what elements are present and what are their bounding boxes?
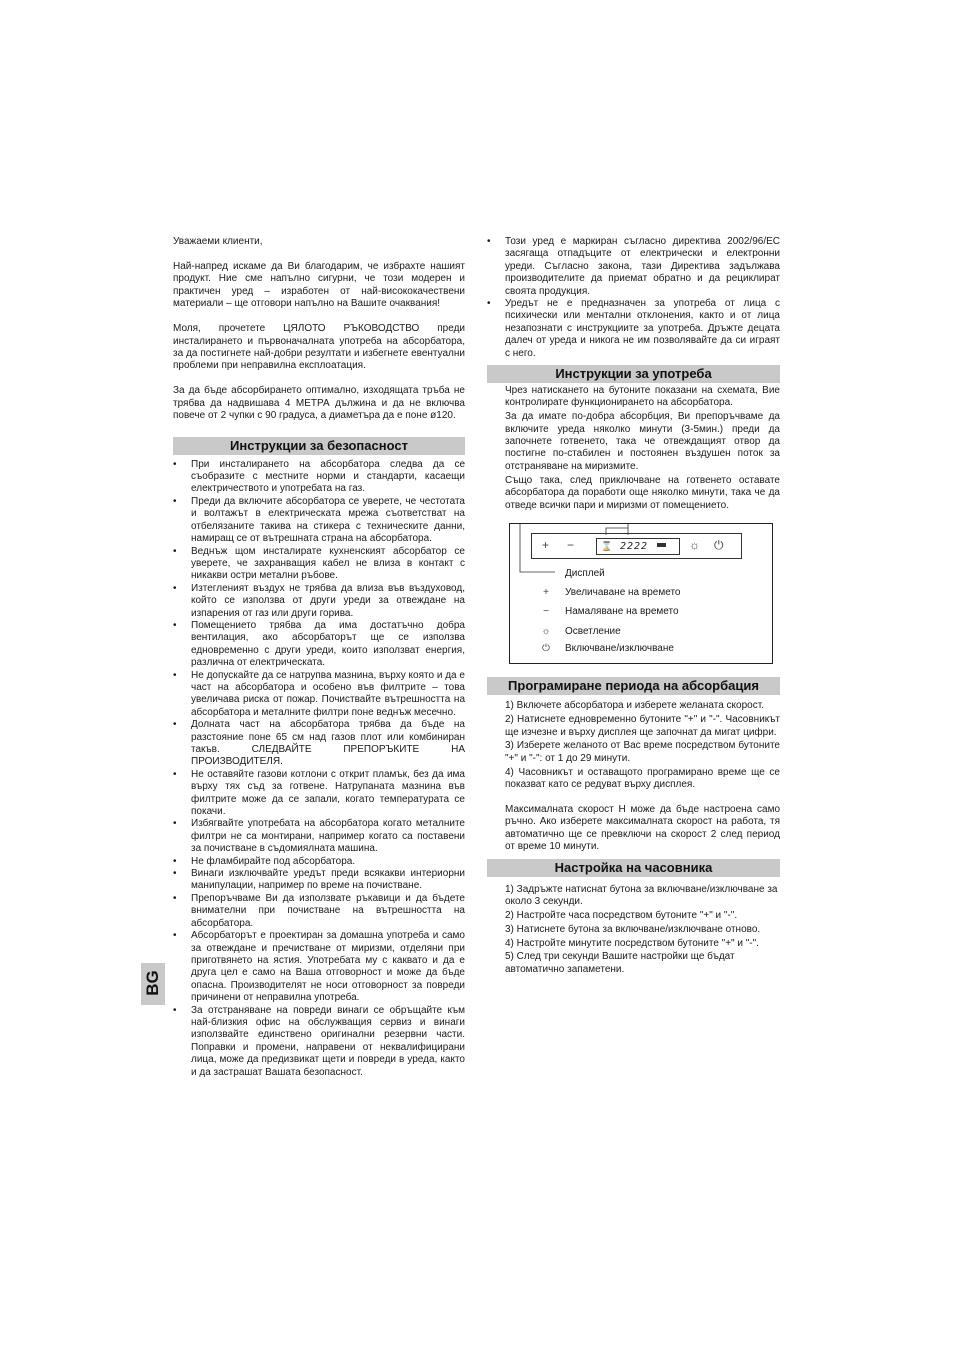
power-icon: ⏻ [542, 643, 550, 655]
usage-paragraph: Чрез натискането на бутоните показани на схемата, Вие контролирате функционирането на абсорбатора. [505, 385, 780, 409]
plus-icon: + [543, 587, 549, 599]
program-step: 3) Изберете желаното от Вас време посредством бутоните "+" и "-": от 1 до 29 минути. [505, 740, 780, 764]
list-item: • Не оставяйте газови котлони с открит пламък, без да има върху тях съд за готвене. Натрупаната мазнина във филтрите може да се запали, когато температурата се покачи. [173, 769, 465, 819]
control-panel [531, 533, 742, 559]
control-panel-diagram [509, 523, 773, 664]
speed-bar-icon [657, 543, 666, 547]
plus-icon[interactable]: + [542, 538, 550, 553]
list-item: • Помещението трябва да има достатъчно добра вентилация, ако абсорбаторът ще се използва едновременно с други уреди, които използват енергия, различна от електрическата. [173, 620, 465, 670]
left-column [173, 236, 465, 1079]
clock-section [487, 884, 780, 976]
legend-label: Дисплей [565, 568, 605, 580]
program-step: 2) Натиснете едновременно бутоните "+" и "-". Часовникът ще изчезне и върху дисплея ще започнат да мигат цифри. [505, 714, 780, 738]
usage-section [487, 385, 780, 512]
right-column [487, 236, 780, 978]
power-icon[interactable]: ⏻ [714, 538, 724, 553]
legend-item-minus [538, 606, 758, 618]
list-item: • Не фламбирайте под абсорбатора. [173, 856, 465, 868]
list-item: • За отстраняване на повреди винаги се обръщайте към най-близкия офис на обслужващия сервиз и винаги използвайте единствено оригинални резервни части. Поправки и промени, направени от неквалифицирани лица, може да предизвикат щети и повреди в уреда, както и да застрашат Вашата безопасност. [173, 1005, 465, 1079]
program-heading: Програмиране периода на абсорбация [487, 677, 780, 695]
exhaust-pipe-paragraph: За да бъде абсорбирането оптимално, изходящата тръба не трябва да надвишава 4 МЕТРА дължина и да не включва повече от 2 чупки с 90 градуса, а диаметъра да е поне ø120. [173, 385, 465, 422]
usage-paragraph: За да имате по-добра абсорбция, Ви препоръчваме да включите уреда няколко минути (3-5мин.) преди да започнете готвенето, така че отвеждащият отвор да постигне по-стабилен и постоянен въздушен поток за отстраняване на миризмите. [505, 411, 780, 472]
safety-heading: Инструкции за безопасност [173, 437, 465, 455]
display-screen [596, 538, 680, 555]
light-icon[interactable]: ☼ [689, 538, 700, 553]
clock-step: 2) Настройте часа посредством бутоните "+" и "-". [505, 909, 738, 921]
list-item: • Препоръчваме Ви да използвате ръкавици и да бъдете внимателни при почистване на вътрешността на абсорбатора. [173, 893, 465, 930]
program-step: 4) Часовникът и оставащото програмирано време ще се показват като се редуват върху дисплея. [505, 766, 780, 790]
list-item: • Преди да включите абсорбатора се уверете, че честотата и волтажът в електрическата мрежа съответстват на отбелязаните такива на стикера с техническите данни, намиращ се от вътрешната страна на абсорбатора. [173, 496, 465, 546]
list-item: • Този уред е маркиран съгласно директива 2002/96/ЕС засягаща отпадъците от електрически и електронни уреди. Съгласно закона, тази Директива задължава производителите да приемат обратно и да рециклират своята продукция. [487, 236, 780, 298]
list-item: • Веднъж щом инсталирате кухненският абсорбатор се уверете, че захранващия кабел не влизa в контакт с никакви остри метални ръбове. [173, 546, 465, 583]
clock-step: 4) Настройте минутите посредством бутоните "+" и "-". [505, 937, 759, 949]
language-tab [141, 963, 165, 1005]
minus-icon[interactable]: − [567, 538, 575, 553]
max-speed-note: Максималната скорост Н може да бъде настроена само ръчно. Ако изберете максималната скорост на работа, тя автоматично ще се превключи на скорост 2 след период от време 10 минути. [505, 803, 780, 852]
legend-item-light [538, 626, 758, 638]
intro-paragraph: Най-напред искаме да Ви благодарим, че избрахте нашият продукт. Ние сме напълно сигурни, че този модерен и практичен уред – изработен от най-висококачествени материали – ще отговори напълно на Вашите очаквания! [173, 261, 465, 310]
list-item: • Не допускайте да се натрупва мазнина, върху която и да е част на абсорбатора и особено във филтрите – това увеличава риска от пожар. Почиствайте вътрешността на абсорбатора и металните филтри поне веднъж месечно. [173, 670, 465, 720]
read-manual-paragraph: Моля, прочетете ЦЯЛОТО РЪКОВОДСТВО преди инсталирането и първоначалната употреба на абсорбатора, за да постигнете най-добри резултати и избегнете евентуални проблеми при неправилна експлоатация. [173, 323, 465, 372]
list-item: • Абсорбаторът е проектиран за домашна употреба и само за отвеждане и пречистване от миризми, отделяни при приготвянето на ястия. Употребата му с каквато и да е друга цел е само на Ваша отговорност и може да бъде опасна. Производителят не носи отговорност за повреди причинени от неправилна употреба. [173, 930, 465, 1004]
usage-paragraph: Също така, след приключване на готвенето оставате абсорбатора да поработи още няколко минути, така че да отведе всички пари и миризми от помещението. [505, 474, 780, 511]
list-item: • Долната част на абсорбатора трябва да бъде на разстояние поне 65 см над газов плот или комбиниран такъв. СЛЕДВАЙТЕ ПРЕПОРЪКИТЕ НА ПРОИЗВОДИТЕЛЯ. [173, 719, 465, 769]
legend-label: Намаляване на времето [565, 606, 679, 618]
minus-icon: − [543, 606, 549, 618]
list-item: • Уредът не е предназначен за употреба от лица с психически или ментални отклонения, както и от лица незапознати с инструкциите за употреба. Дръжте децата далеч от уреда и никога не им позволявайте да си играят с него. [487, 298, 780, 360]
greeting: Уважаеми клиенти, [173, 236, 263, 247]
display-value: 2222 [620, 541, 649, 553]
timer-icon: ⌛ [601, 541, 613, 552]
legend-label: Увеличаване на времето [565, 587, 681, 599]
list-item: • При инсталирането на абсорбатора следва да се съобразите с местните норми и стандарти, касаещи електричеството и употребата на газ. [173, 459, 465, 496]
weee-list [487, 236, 780, 360]
clock-heading: Настройка на часовника [487, 859, 780, 877]
legend-item-power [538, 643, 758, 655]
language-label: BG [143, 970, 162, 996]
usage-heading: Инструкции за употреба [487, 365, 780, 383]
list-item: • Винаги изключвайте уредът преди всякакви интериорни манипулации, например по време на почистване. [173, 868, 465, 893]
list-item: • Избягвайте употребата на абсорбатора когато металните филтри не са монтирани, например когато са поставени за почистване в съдомиялната машина. [173, 818, 465, 855]
clock-step: 5) След три секунди Вашите настройки ще бъдат автоматично запаметени. [505, 951, 735, 975]
program-step: 1) Включете абсорбатора и изберете желаната скорост. [505, 700, 764, 712]
clock-step: 1) Задръжте натиснат бутона за включване/изключване за около 3 секунди. [505, 883, 778, 908]
clock-step: 3) Натиснете бутона за включване/изключване отново. [505, 923, 761, 935]
legend-item-plus [538, 587, 758, 599]
legend-label: Включване/изключване [565, 643, 674, 655]
program-section [487, 700, 780, 853]
safety-list [173, 459, 465, 1079]
light-icon: ☼ [541, 626, 551, 638]
legend-label: Осветление [565, 626, 621, 638]
list-item: • Изтегленият въздух не трябва да влиза във въздуховод, който се използва от други уреди за отвеждане на изпарения от газ или други горива. [173, 583, 465, 620]
